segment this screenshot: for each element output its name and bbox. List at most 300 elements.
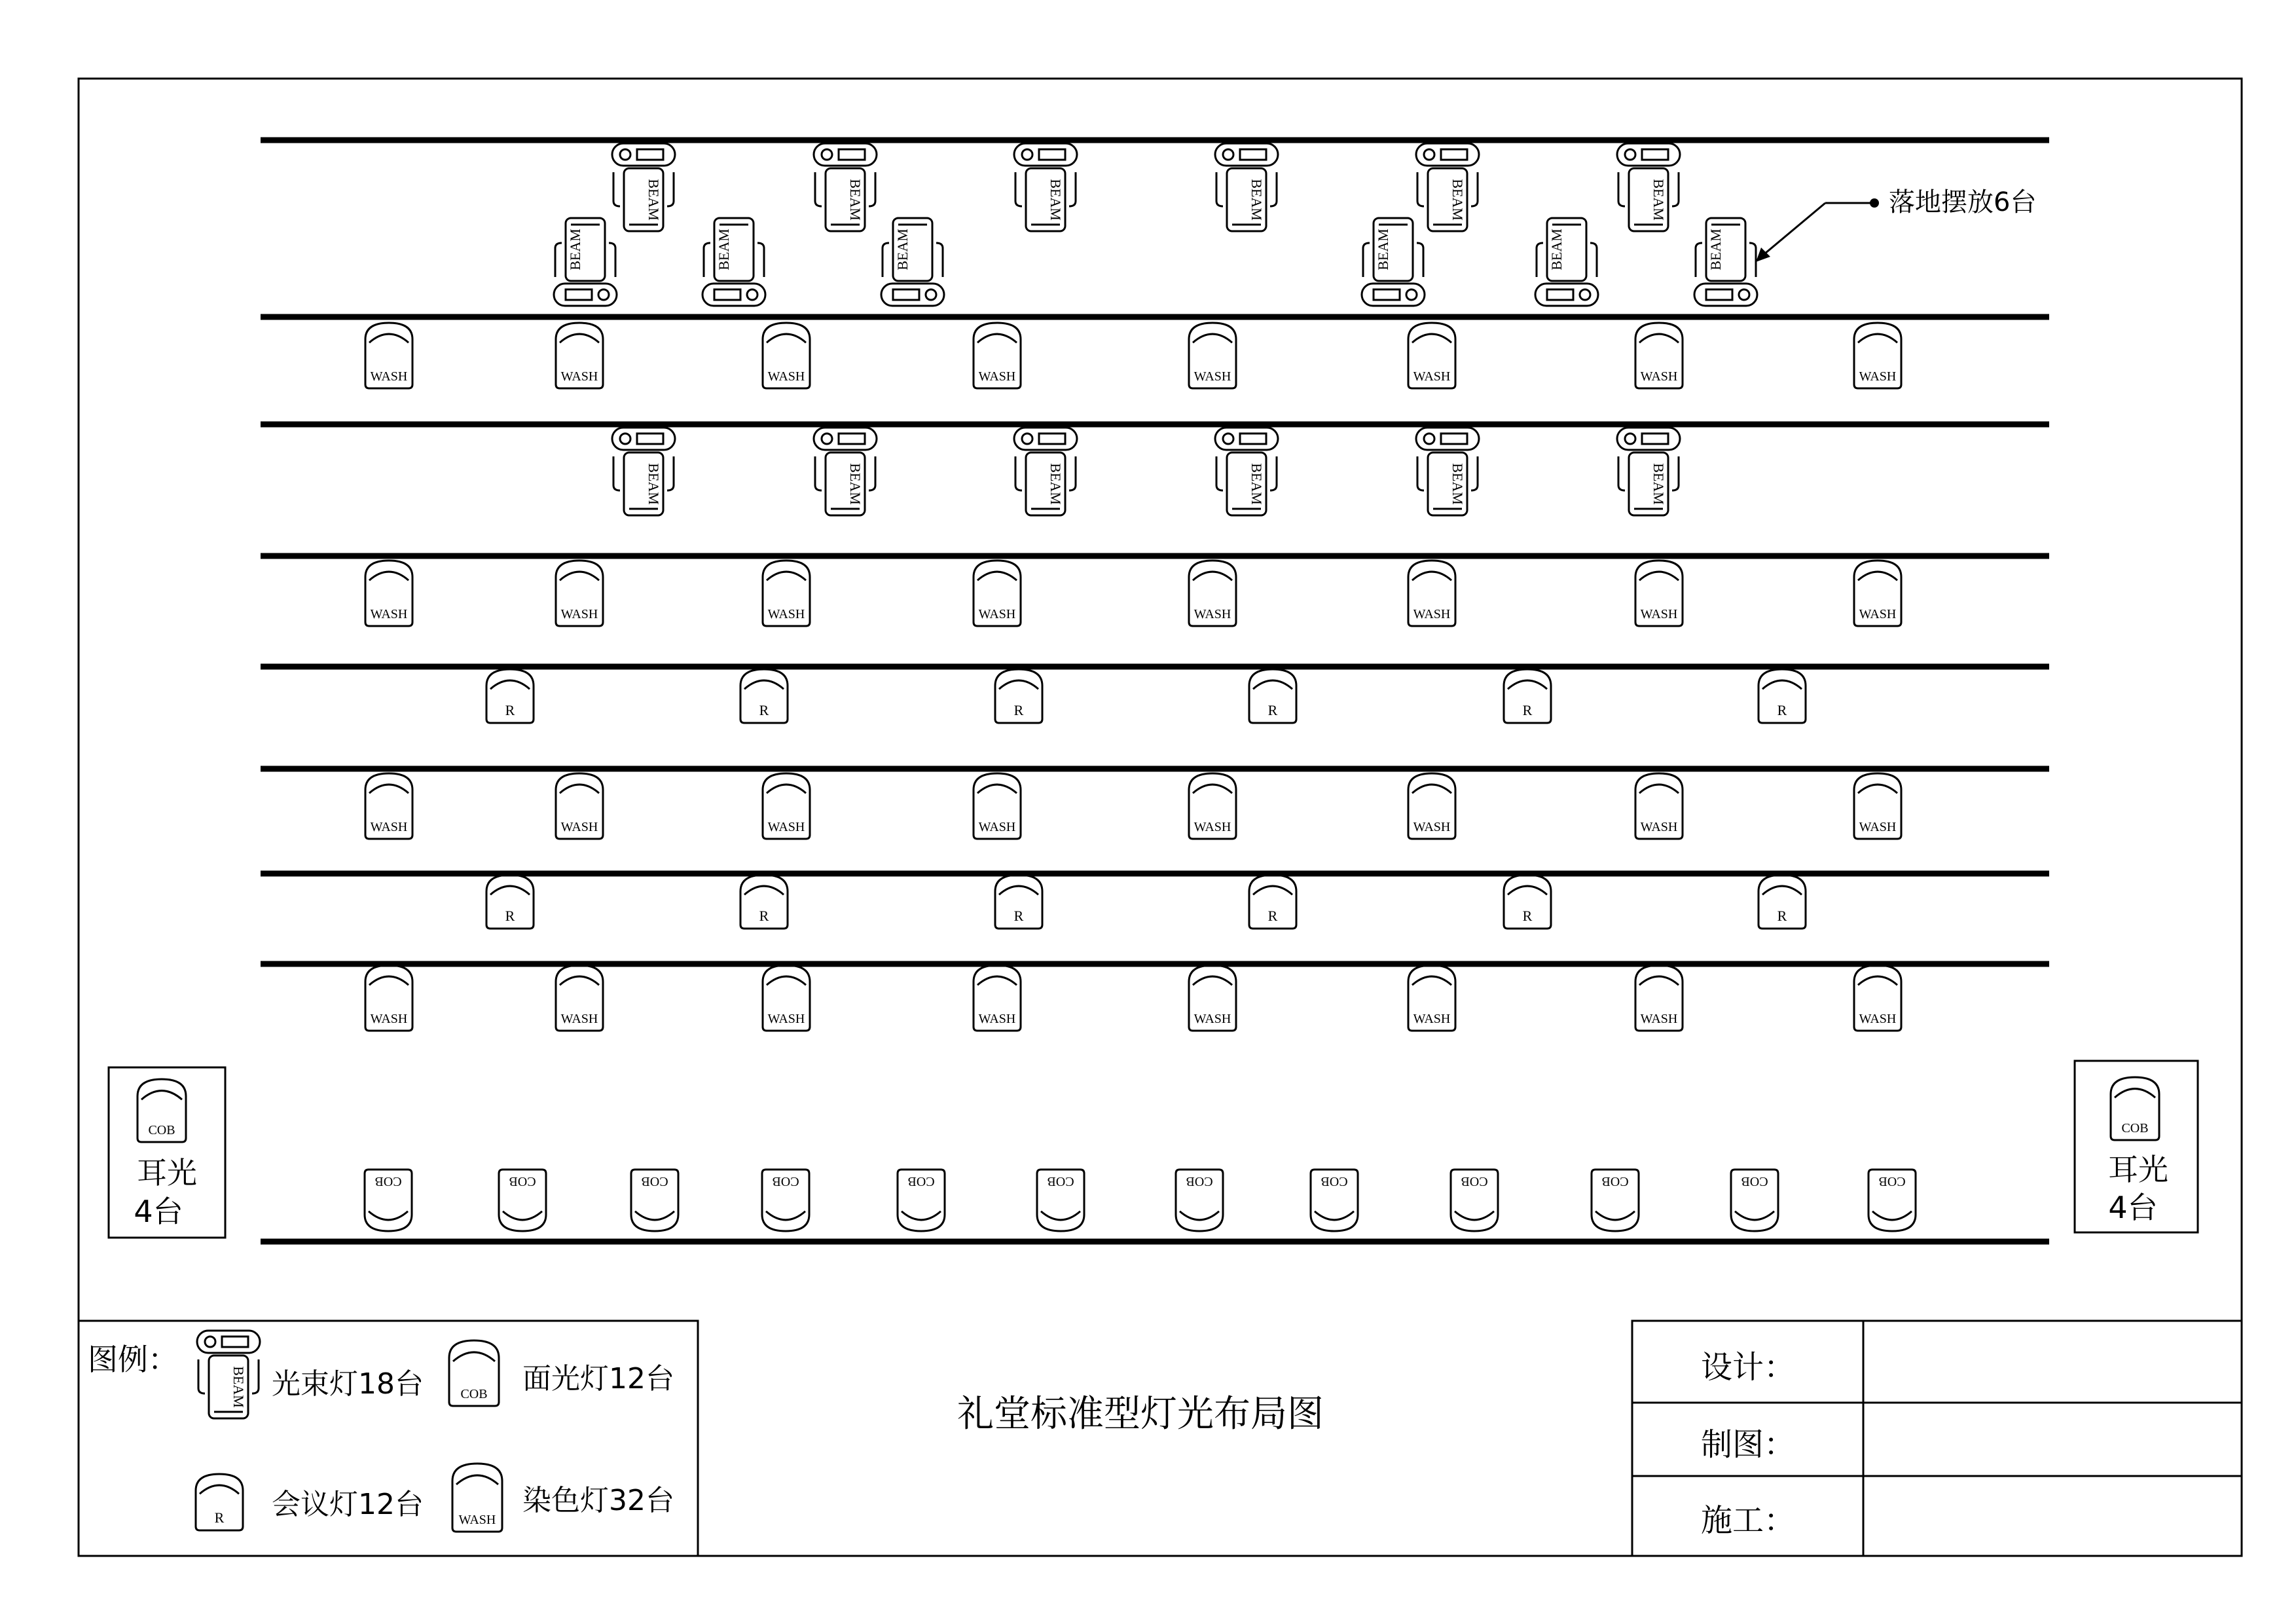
wash-row6-6-arc [1412,784,1451,793]
wash-row6-7-arc [1639,784,1679,793]
wash-row8-6-arc [1412,976,1451,985]
wash-row4-8 [1854,561,1901,626]
legend-cob-symbol-arc [453,1352,495,1361]
wash-row2-2-arc [560,334,599,342]
beam-truss3-6-yoke [1618,456,1679,490]
beam-truss1-4-knob [1223,149,1233,160]
wash-row8-4-arc [977,976,1017,985]
beam-truss1-1-base [612,143,675,166]
beam-truss1-6 [1617,143,1680,231]
cob-front-10-arc [1595,1211,1635,1220]
beam-floor-5-knob [1580,289,1590,300]
meeting-row5-2-label: R [759,702,769,718]
legend [79,1321,698,1556]
wash-row2-1-label: WASH [370,369,408,384]
beam-truss1-1 [612,143,675,231]
wash-row4-6-label: WASH [1413,607,1451,621]
meeting-row7-3-arc [999,886,1038,895]
beam-floor-1 [554,218,617,306]
cob-front-9-arc [1455,1211,1494,1220]
beam-truss1-3-knob [1022,149,1032,160]
ear-light-right [2075,1061,2198,1232]
cob-front-8-arc [1315,1211,1354,1220]
wash-row4-4-label: WASH [978,607,1016,621]
beam-truss3-1-display [637,434,663,444]
wash-row4-8-label: WASH [1859,607,1897,621]
beam-truss1-6-display [1642,149,1668,160]
wash-row8-2-label: WASH [560,1012,598,1026]
legend-wash-symbol-label: WASH [458,1513,496,1527]
wash-row8-1 [365,965,412,1031]
wash-row4-6 [1408,561,1455,626]
wash-row2-5-label: WASH [1194,369,1231,384]
wash-row6-3-arc [767,784,806,793]
wash-row6-7-label: WASH [1640,820,1678,834]
beam-truss1-3-base [1014,143,1077,166]
wash-row8-7 [1635,965,1683,1031]
wash-row4-7 [1635,561,1683,626]
beam-truss3-4 [1215,428,1278,515]
truss-bars [261,140,2049,1242]
meeting-row7-6 [1758,875,1806,929]
wash-row2-8-label: WASH [1859,369,1897,384]
cob-front-3 [631,1170,678,1231]
meeting-row7-2 [740,875,788,929]
meeting-row7-6-arc [1762,886,1802,895]
wash-row8-5-label: WASH [1194,1012,1231,1026]
beam-floor-5-label: BEAM [1548,229,1565,270]
beam-truss3-3-display [1039,434,1065,444]
wash-row4-3-label: WASH [767,607,805,621]
beam-truss1-2 [814,143,877,231]
cob-front-5-label: COB [907,1174,935,1189]
beam-truss1-4-base [1215,143,1278,166]
wash-row2-5-arc [1193,334,1232,342]
wash-row6-8-arc [1858,784,1897,793]
wash-row8-5 [1189,965,1236,1031]
beam-floor-4-display [1374,289,1400,300]
ear-light-left [109,1067,225,1238]
meeting-row7-2-label: R [759,908,769,924]
wash-row6-2-label: WASH [560,820,598,834]
cob-front-1-arc [369,1211,408,1220]
wash-row4-2-label: WASH [560,607,598,621]
cob-front-9-label: COB [1461,1174,1488,1189]
beam-truss3-1-label: BEAM [646,463,662,505]
wash-row8-1-arc [369,976,409,985]
wash-row2-4 [974,323,1021,388]
cob-front-7 [1176,1170,1223,1231]
wash-row8-7-label: WASH [1640,1012,1678,1026]
beam-truss3-5-knob [1424,434,1434,444]
beam-truss1-4-label: BEAM [1248,179,1265,221]
meeting-row5-3-label: R [1013,702,1024,718]
meeting-row5-4-arc [1253,680,1292,689]
wash-row6-4-label: WASH [978,820,1016,834]
meeting-row7-1-arc [490,886,530,895]
fixtures-layer [137,143,2159,1532]
meeting-row7-2-arc [744,886,784,895]
meeting-row5-1-arc [490,680,530,689]
meeting-row7-5-label: R [1522,908,1533,924]
wash-row2-6-arc [1412,334,1451,342]
wash-row6-3-label: WASH [767,820,805,834]
wash-row6-5-label: WASH [1194,820,1231,834]
beam-truss1-3 [1014,143,1077,231]
beam-floor-5-base [1535,284,1598,306]
beam-floor-5-yoke [1537,243,1597,277]
wash-row4-3 [763,561,810,626]
meeting-row7-3 [995,875,1042,929]
cob-front-6-label: COB [1047,1174,1074,1189]
wash-row2-6 [1408,323,1455,388]
meeting-row7-5-arc [1508,886,1547,895]
wash-row6-7 [1635,773,1683,839]
legend-meeting-symbol-arc [200,1485,239,1494]
beam-truss3-2-display [839,434,865,444]
legend-meeting-symbol [196,1474,243,1530]
wash-row2-7-label: WASH [1640,369,1678,384]
beam-floor-6-label: BEAM [1707,229,1724,270]
meeting-row5-5 [1504,669,1551,723]
floor-note-dot [1870,198,1879,208]
wash-row8-5-arc [1193,976,1232,985]
legend-item-meeting: 会议灯12台 [272,1488,424,1521]
legend-cob-symbol-label: COB [460,1387,488,1401]
wash-row4-4-arc [977,572,1017,580]
cob-front-5-arc [902,1211,941,1220]
cob-front-1 [365,1170,412,1231]
cob-front-11-label: COB [1741,1174,1768,1189]
cob-front-2 [499,1170,546,1231]
wash-row8-8 [1854,965,1901,1031]
wash-row4-1-arc [369,572,409,580]
beam-truss3-5-base [1416,428,1479,450]
cob-front-4 [762,1170,809,1231]
beam-truss3-3 [1014,428,1077,515]
beam-truss1-4-yoke [1216,172,1277,206]
wash-row2-1-arc [369,334,409,342]
cob-ear-left-arc [141,1091,182,1100]
beam-truss3-4-display [1240,434,1266,444]
beam-floor-3-display [893,289,919,300]
beam-floor-2-yoke [704,243,764,277]
beam-truss3-1-base [612,428,675,450]
beam-truss3-5-display [1441,434,1467,444]
beam-truss3-5 [1416,428,1479,515]
title-block-construction-label: 施工： [1701,1502,1796,1539]
beam-truss3-6-base [1617,428,1680,450]
wash-row8-1-label: WASH [370,1012,408,1026]
ear-light-left-line2: 4台 [134,1194,183,1229]
meeting-row5-5-arc [1508,680,1547,689]
beam-truss1-2-knob [822,149,832,160]
drawing-title: 礼堂标准型灯光布局图 [957,1393,1324,1435]
wash-row4-2 [556,561,603,626]
wash-row4-2-arc [560,572,599,580]
legend-beam-symbol-yoke [198,1359,259,1393]
legend-cob-symbol [449,1340,499,1406]
beam-truss1-3-display [1039,149,1065,160]
wash-row4-5-arc [1193,572,1232,580]
beam-truss3-1 [612,428,675,515]
wash-row8-7-arc [1639,976,1679,985]
beam-truss1-5 [1416,143,1479,231]
meeting-row5-4-label: R [1267,702,1278,718]
wash-row6-5 [1189,773,1236,839]
beam-truss1-5-label: BEAM [1449,179,1466,221]
cob-front-10-label: COB [1601,1174,1629,1189]
beam-floor-3-knob [926,289,936,300]
wash-row2-4-arc [977,334,1017,342]
wash-row6-2 [556,773,603,839]
beam-truss3-6-knob [1625,434,1635,444]
beam-truss3-3-base [1014,428,1077,450]
wash-row2-6-label: WASH [1413,369,1451,384]
wash-row4-1-label: WASH [370,607,408,621]
title-block-design-label: 设计： [1701,1349,1796,1386]
wash-row2-7 [1635,323,1683,388]
beam-truss3-4-label: BEAM [1248,463,1265,505]
wash-row8-3-label: WASH [767,1012,805,1026]
beam-truss3-2-knob [822,434,832,444]
beam-truss3-4-yoke [1216,456,1277,490]
beam-truss1-1-yoke [613,172,674,206]
wash-row6-4-arc [977,784,1017,793]
legend-beam-symbol-label: BEAM [230,1366,247,1408]
beam-truss1-1-knob [620,149,630,160]
beam-truss1-5-display [1441,149,1467,160]
beam-truss1-3-yoke [1015,172,1076,206]
beam-truss3-3-label: BEAM [1048,463,1064,505]
meeting-row5-4 [1249,669,1296,723]
wash-row8-4 [974,965,1021,1031]
meeting-row7-4-label: R [1267,908,1278,924]
beam-truss1-1-display [637,149,663,160]
beam-truss1-6-yoke [1618,172,1679,206]
beam-truss1-5-knob [1424,149,1434,160]
wash-row4-3-arc [767,572,806,580]
wash-row6-8 [1854,773,1901,839]
beam-truss1-6-label: BEAM [1650,179,1667,221]
beam-floor-6-yoke [1696,243,1756,277]
beam-truss3-6-display [1642,434,1668,444]
legend-beam-symbol [197,1331,260,1418]
wash-row8-3-arc [767,976,806,985]
beam-floor-3-label: BEAM [894,229,911,270]
beam-truss3-1-yoke [613,456,674,490]
cob-front-6-arc [1041,1211,1080,1220]
wash-row4-6-arc [1412,572,1451,580]
beam-truss1-6-base [1617,143,1680,166]
beam-floor-4-base [1362,284,1425,306]
wash-row8-8-arc [1858,976,1897,985]
cob-ear-right-label: COB [2121,1121,2149,1135]
beam-floor-6-display [1706,289,1732,300]
wash-row8-6-label: WASH [1413,1012,1451,1026]
meeting-row5-2-arc [744,680,784,689]
meeting-row5-6 [1758,669,1806,723]
floor-note [1756,187,2036,262]
meeting-row7-4 [1249,875,1296,929]
beam-floor-5-display [1547,289,1573,300]
beam-truss1-3-label: BEAM [1048,179,1064,221]
beam-truss1-2-display [839,149,865,160]
beam-truss3-3-knob [1022,434,1032,444]
beam-floor-6 [1694,218,1757,306]
beam-floor-2-base [702,284,765,306]
beam-truss1-2-base [814,143,877,166]
beam-floor-6-base [1694,284,1757,306]
ear-light-left-line1: 耳光 [137,1155,197,1190]
cob-ear-right-arc [2115,1089,2155,1098]
ear-light-right-line1: 耳光 [2108,1152,2168,1187]
cob-front-10 [1592,1170,1639,1231]
wash-row6-1-label: WASH [370,820,408,834]
legend-item-beam: 光束灯18台 [272,1367,424,1401]
beam-truss3-6-label: BEAM [1650,463,1667,505]
beam-floor-1-knob [598,289,609,300]
meeting-row7-1 [486,875,534,929]
wash-row6-4 [974,773,1021,839]
beam-truss3-1-knob [620,434,630,444]
cob-front-3-label: COB [641,1174,668,1189]
beam-floor-2-display [714,289,740,300]
legend-beam-symbol-knob [205,1337,215,1347]
beam-truss1-4-display [1240,149,1266,160]
ear-light-right-line2: 4台 [2108,1190,2158,1225]
beam-truss3-4-base [1215,428,1278,450]
floor-note-leader-diagonal [1761,203,1825,257]
legend-wash-symbol-arc [456,1475,498,1485]
cob-front-12-label: COB [1878,1174,1906,1189]
beam-truss3-6 [1617,428,1680,515]
beam-floor-4-knob [1406,289,1417,300]
cob-ear-left [137,1079,186,1142]
beam-floor-1-display [566,289,592,300]
beam-truss1-2-label: BEAM [847,179,864,221]
legend-item-cob: 面光灯12台 [522,1362,674,1395]
wash-row2-2-label: WASH [560,369,598,384]
wash-row2-3-arc [767,334,806,342]
beam-truss3-2-label: BEAM [847,463,864,505]
drawing-frame [79,79,2242,1556]
title-block [1632,1321,2242,1556]
meeting-row5-6-label: R [1777,702,1787,718]
wash-row4-7-label: WASH [1640,607,1678,621]
cob-front-7-arc [1180,1211,1219,1220]
beam-truss3-4-knob [1223,434,1233,444]
wash-row2-3 [763,323,810,388]
beam-truss3-5-yoke [1417,456,1478,490]
beam-floor-2 [702,218,765,306]
beam-floor-4 [1362,218,1425,306]
cob-front-7-label: COB [1186,1174,1213,1189]
wash-row2-4-label: WASH [978,369,1016,384]
wash-row8-4-label: WASH [978,1012,1016,1026]
meeting-row7-6-label: R [1777,908,1787,924]
wash-row6-1 [365,773,412,839]
beam-floor-3 [881,218,944,306]
wash-row6-5-arc [1193,784,1232,793]
wash-row4-7-arc [1639,572,1679,580]
wash-row4-5-label: WASH [1194,607,1231,621]
meeting-row7-3-label: R [1013,908,1024,924]
floor-note-text: 落地摆放6台 [1889,187,2037,217]
meeting-row5-3 [995,669,1042,723]
wash-row8-3 [763,965,810,1031]
legend-item-wash: 染色灯32台 [522,1484,674,1517]
wash-row6-2-arc [560,784,599,793]
cob-front-1-label: COB [374,1174,402,1189]
wash-row6-1-arc [369,784,409,793]
beam-floor-4-label: BEAM [1375,229,1391,270]
beam-truss1-5-base [1416,143,1479,166]
legend-heading: 图例： [88,1342,178,1377]
wash-row8-2 [556,965,603,1031]
beam-floor-6-knob [1739,289,1749,300]
cob-front-8-label: COB [1321,1174,1348,1189]
meeting-row5-3-arc [999,680,1038,689]
beam-floor-4-yoke [1363,243,1423,277]
wash-row6-6-label: WASH [1413,820,1451,834]
cob-front-2-arc [503,1211,542,1220]
beam-floor-1-label: BEAM [567,229,583,270]
cob-front-4-arc [766,1211,805,1220]
beam-floor-1-yoke [555,243,615,277]
beam-truss3-2-yoke [815,456,875,490]
wash-row4-4 [974,561,1021,626]
wash-row6-3 [763,773,810,839]
wash-row2-8 [1854,323,1901,388]
cob-ear-right [2111,1077,2159,1140]
wash-row8-2-arc [560,976,599,985]
beam-truss1-4 [1215,143,1278,231]
wash-row2-2 [556,323,603,388]
beam-truss3-5-label: BEAM [1449,463,1466,505]
cob-front-12 [1868,1170,1916,1231]
beam-truss1-5-yoke [1417,172,1478,206]
wash-row4-1 [365,561,412,626]
meeting-row7-1-label: R [505,908,515,924]
cob-front-9 [1451,1170,1498,1231]
legend-beam-symbol-base [197,1331,260,1353]
wash-row6-6 [1408,773,1455,839]
cob-front-12-arc [1872,1211,1912,1220]
wash-row8-8-label: WASH [1859,1012,1897,1026]
meeting-row5-2 [740,669,788,723]
cob-front-11-arc [1735,1211,1774,1220]
meeting-row7-4-arc [1253,886,1292,895]
meeting-row5-1 [486,669,534,723]
wash-row2-8-arc [1858,334,1897,342]
beam-floor-1-base [554,284,617,306]
wash-row2-3-label: WASH [767,369,805,384]
legend-beam-symbol-display [222,1337,248,1347]
beam-floor-5 [1535,218,1598,306]
cob-front-2-label: COB [509,1174,536,1189]
beam-truss1-2-yoke [815,172,875,206]
beam-floor-3-base [881,284,944,306]
beam-truss3-3-yoke [1015,456,1076,490]
title-block-drafting-label: 制图： [1701,1426,1796,1463]
cob-ear-left-label: COB [148,1123,175,1137]
meeting-row5-1-label: R [505,702,515,718]
beam-truss1-1-label: BEAM [646,179,662,221]
cob-front-11 [1731,1170,1778,1231]
wash-row4-5 [1189,561,1236,626]
cob-front-6 [1037,1170,1084,1231]
